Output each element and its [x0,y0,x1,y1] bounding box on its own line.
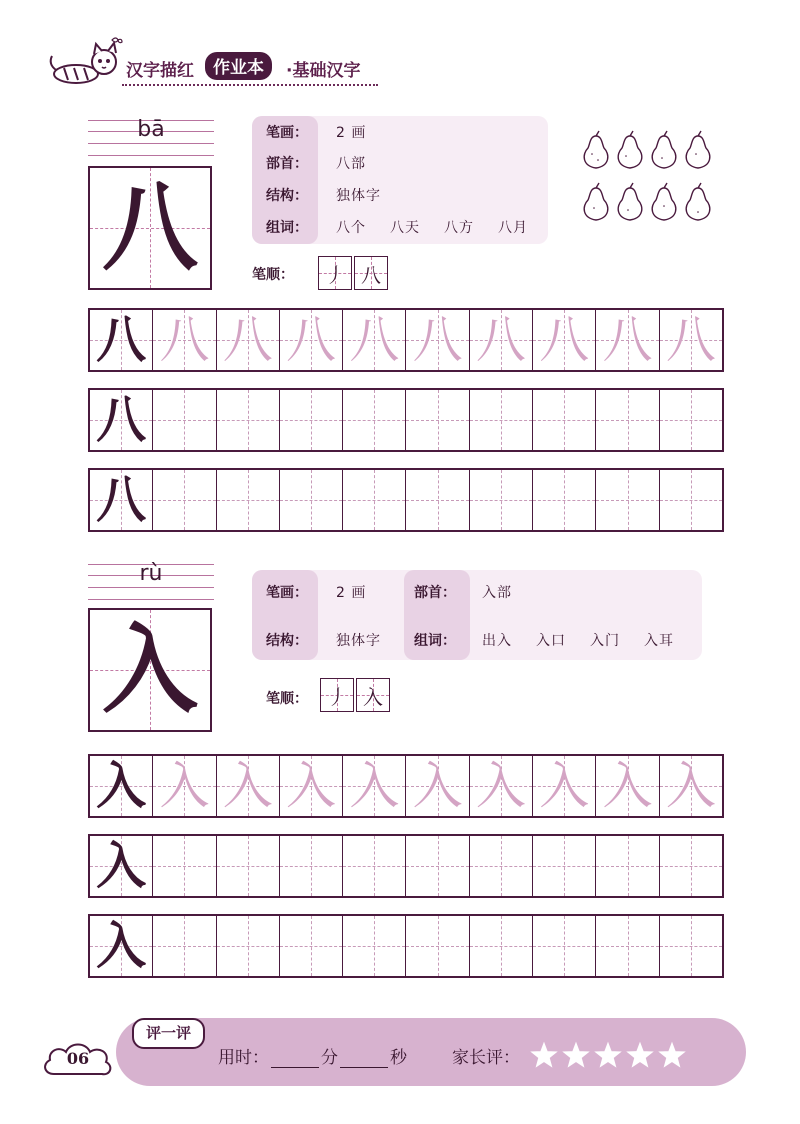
trace-character: 入 [665,757,716,815]
practice-cell[interactable] [153,756,216,816]
trace-character: 入 [602,757,653,815]
pear-icon [686,183,710,220]
trace-character: 入 [539,757,590,815]
practice-cell[interactable] [280,836,343,896]
word: 入耳 [644,633,674,649]
structure-label: 结构： [266,633,308,649]
practice-cell[interactable] [660,390,722,450]
practice-cell[interactable] [343,756,406,816]
words-label: 组词： [266,220,308,236]
practice-cell[interactable] [660,756,722,816]
minutes-unit: 分 [321,1048,338,1068]
practice-cell[interactable] [280,310,343,370]
model-character: 入 [96,837,147,895]
practice-cell[interactable] [343,836,406,896]
trace-character: 八 [159,311,210,369]
pear-icon [584,131,608,168]
practice-cell[interactable] [533,916,596,976]
pear-icon [686,131,710,168]
practice-cell[interactable] [280,756,343,816]
header-divider [122,84,378,86]
stroke-step: 八 [354,256,388,290]
practice-row [88,388,724,452]
pear-icon-group [578,128,718,228]
star-icon[interactable] [596,1043,621,1067]
trace-character: 八 [602,311,653,369]
word: 出入 [482,633,512,649]
seconds-blank[interactable] [340,1051,388,1068]
radical-value: 八部 [336,156,366,172]
structure-label: 结构： [266,188,308,204]
practice-cell[interactable] [280,390,343,450]
word: 八个 [336,220,366,236]
trace-character: 八 [665,311,716,369]
practice-cell[interactable] [470,836,533,896]
practice-cell[interactable] [596,310,659,370]
practice-cell[interactable] [596,836,659,896]
practice-cell[interactable] [533,470,596,530]
model-character: 八 [102,172,198,284]
practice-cell[interactable] [90,390,153,450]
pear-icon [618,183,642,220]
practice-cell[interactable] [660,916,722,976]
time-used [218,1043,407,1068]
trace-character: 入 [286,757,337,815]
seconds-unit: 秒 [390,1048,407,1068]
model-character: 八 [96,471,147,529]
trace-character: 入 [349,757,400,815]
trace-character: 入 [159,757,210,815]
practice-cell[interactable] [217,836,280,896]
model-character: 入 [96,917,147,975]
page-number: 06 [66,1049,90,1068]
pear-icon [584,183,608,220]
trace-character: 入 [475,757,526,815]
radical-label: 部首： [414,585,456,601]
star-icon[interactable] [660,1043,685,1067]
practice-cell[interactable] [470,916,533,976]
trace-character: 入 [222,757,273,815]
practice-cell[interactable] [343,916,406,976]
practice-cell[interactable] [406,390,469,450]
practice-cell[interactable] [596,756,659,816]
star-icon[interactable] [628,1043,653,1067]
practice-cell[interactable] [596,916,659,976]
practice-cell[interactable] [533,390,596,450]
practice-cell[interactable] [153,470,216,530]
practice-cell[interactable] [153,916,216,976]
pear-icon [652,131,676,168]
strokes-value: 2 画 [336,125,367,141]
model-character: 八 [96,311,147,369]
stroke-order-label: 笔顺： [266,691,308,707]
pear-icon [652,183,676,220]
structure-value: 独体字 [336,188,381,204]
practice-row [88,834,724,898]
practice-cell[interactable] [470,310,533,370]
practice-cell[interactable] [217,756,280,816]
practice-cell[interactable] [90,836,153,896]
model-character: 八 [96,391,147,449]
practice-cell[interactable] [406,470,469,530]
practice-cell[interactable] [153,310,216,370]
practice-cell[interactable] [343,470,406,530]
practice-row [88,754,724,818]
star-icon[interactable] [532,1043,557,1067]
minutes-blank[interactable] [271,1051,319,1068]
practice-cell[interactable] [596,470,659,530]
practice-row [88,914,724,978]
star-rating[interactable] [530,1040,690,1072]
practice-cell[interactable] [90,310,153,370]
character-grid [88,608,212,732]
word: 入口 [536,633,566,649]
practice-cell[interactable] [217,390,280,450]
practice-cell[interactable] [343,390,406,450]
word: 八月 [498,220,528,236]
word: 八方 [444,220,474,236]
trace-character: 八 [286,311,337,369]
structure-value: 独体字 [336,633,381,649]
stroke-order-boxes [320,678,392,714]
practice-cell[interactable] [406,916,469,976]
practice-cell[interactable] [280,916,343,976]
practice-cell[interactable] [470,390,533,450]
trace-character: 八 [412,311,463,369]
practice-cell[interactable] [596,390,659,450]
trace-character: 八 [222,311,273,369]
practice-cell[interactable] [280,470,343,530]
practice-cell[interactable] [470,756,533,816]
practice-cell[interactable] [217,916,280,976]
practice-cell[interactable] [660,836,722,896]
trace-character: 八 [475,311,526,369]
star-icon[interactable] [564,1043,589,1067]
practice-cell[interactable] [406,756,469,816]
book-badge: 作业本 [205,52,272,80]
practice-cell[interactable] [406,310,469,370]
pinyin: bā [137,117,165,142]
practice-row [88,468,724,532]
trace-character: 八 [349,311,400,369]
words-label: 组词： [414,633,456,649]
book-title: 汉字描红 [126,61,194,81]
practice-cell[interactable] [153,390,216,450]
practice-cell[interactable] [217,310,280,370]
model-character: 入 [102,614,198,726]
word: 八天 [390,220,420,236]
stroke-step: 丿 [320,678,354,712]
stroke-order-boxes [318,256,390,292]
model-character: 入 [96,757,147,815]
practice-cell[interactable] [533,756,596,816]
info-card [252,116,548,244]
radical-value: 入部 [482,585,512,601]
practice-cell[interactable] [217,470,280,530]
stroke-step: 丿 [318,256,352,290]
practice-cell[interactable] [153,836,216,896]
book-subtitle: ·基础汉字 [286,61,361,81]
practice-cell[interactable] [660,470,722,530]
practice-cell[interactable] [343,310,406,370]
trace-character: 八 [539,311,590,369]
stroke-step: 入 [356,678,390,712]
word: 入门 [590,633,620,649]
evaluation-title: 评一评 [132,1018,205,1049]
practice-cell[interactable] [470,470,533,530]
strokes-value: 2 画 [336,585,367,601]
strokes-label: 笔画： [266,125,308,141]
character-grid [88,166,212,290]
practice-cell[interactable] [533,310,596,370]
stroke-order-label: 笔顺： [252,267,294,283]
practice-cell[interactable] [90,470,153,530]
time-label: 用时： [218,1048,269,1068]
cat-mascot-icon [46,34,126,94]
parent-rating-label: 家长评： [452,1048,520,1068]
strokes-label: 笔画： [266,585,308,601]
pinyin: rù [139,561,163,586]
practice-cell[interactable] [660,310,722,370]
radical-label: 部首： [266,156,308,172]
pear-icon [618,131,642,168]
info-card [252,570,702,660]
practice-cell[interactable] [533,836,596,896]
trace-character: 入 [412,757,463,815]
practice-cell[interactable] [90,916,153,976]
practice-cell[interactable] [90,756,153,816]
practice-row [88,308,724,372]
practice-cell[interactable] [406,836,469,896]
